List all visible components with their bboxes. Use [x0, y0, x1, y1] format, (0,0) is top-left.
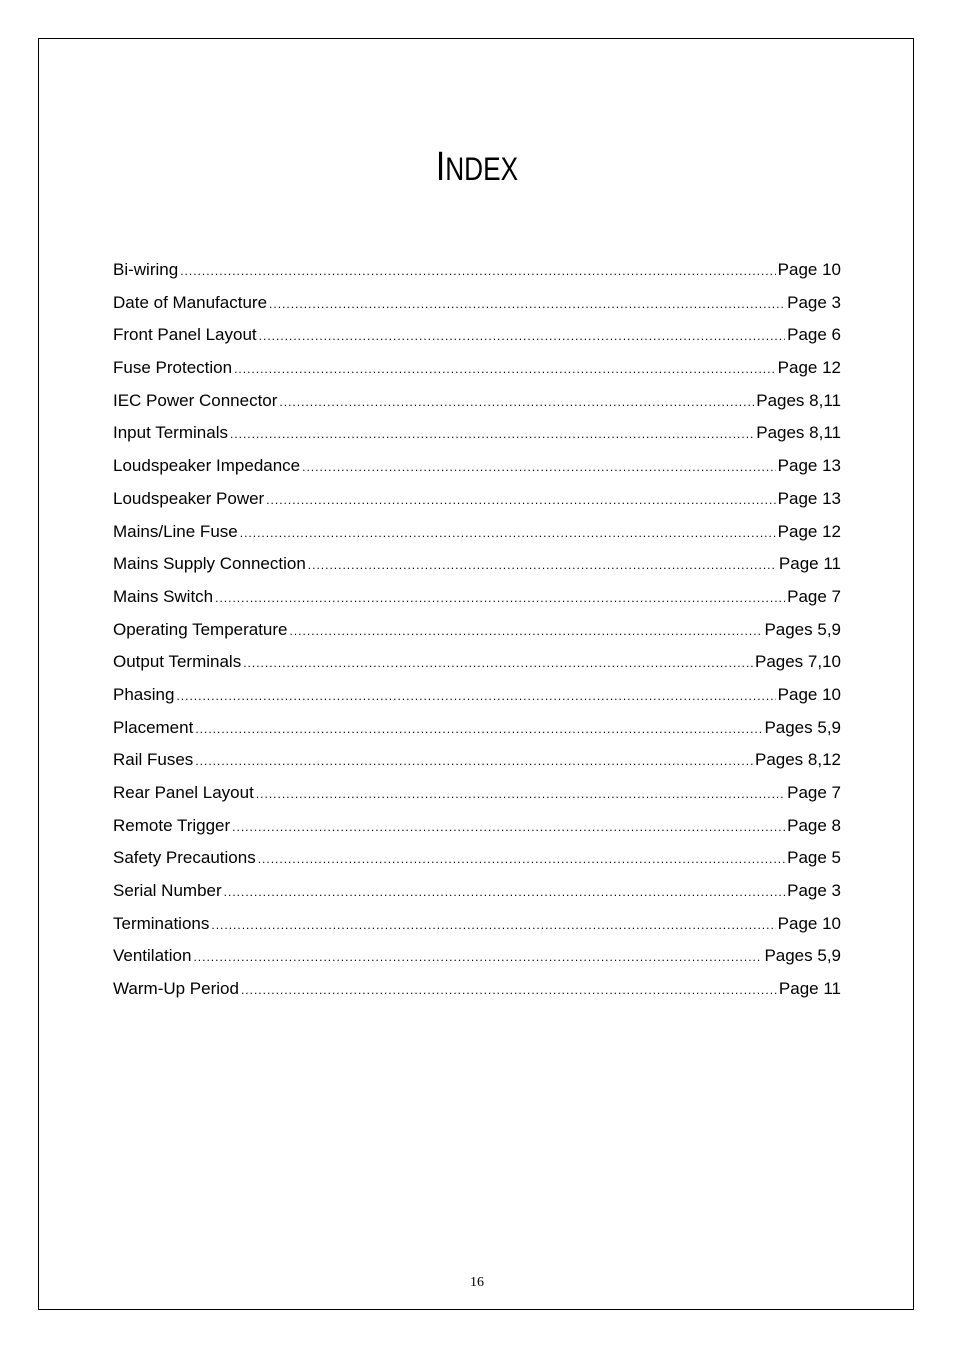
- index-page-ref: Page 12: [777, 521, 841, 541]
- index-term: Placement: [113, 717, 194, 737]
- index-entry: [113, 908, 841, 941]
- dot-leader: [230, 418, 754, 450]
- dot-leader: [258, 843, 785, 875]
- index-term: Bi-wiring: [113, 260, 179, 279]
- index-page-ref: Page 10: [777, 913, 841, 933]
- index-entry: [113, 319, 841, 352]
- index-term: Loudspeaker Impedance: [113, 456, 301, 476]
- index-page-ref: Page 8: [787, 815, 841, 835]
- index-term: Remote Trigger: [113, 815, 231, 835]
- index-term: Mains Switch: [113, 586, 214, 606]
- index-page-ref: Page 12: [777, 358, 841, 378]
- index-term: Warm-Up Period: [113, 979, 239, 999]
- index-page-ref: Page 7: [787, 586, 841, 606]
- dot-leader: [195, 745, 753, 777]
- index-entry: [113, 712, 841, 745]
- page-number: 16: [470, 1275, 484, 1290]
- index-list: [113, 254, 841, 1006]
- index-entry: [113, 744, 841, 777]
- index-entry: [113, 810, 841, 843]
- title-initial: I: [435, 143, 446, 189]
- dot-leader: [232, 811, 785, 843]
- index-term: Loudspeaker Power: [113, 488, 265, 508]
- index-page-ref: Pages 5,9: [764, 946, 841, 966]
- index-term: Date of Manufacture: [113, 292, 268, 312]
- index-term: Fuse Protection: [113, 358, 233, 378]
- index-term: Output Terminals: [113, 652, 242, 672]
- dot-leader: [180, 255, 775, 287]
- index-term: Serial Number: [113, 881, 222, 901]
- dot-leader: [240, 517, 776, 549]
- index-entry: [113, 777, 841, 810]
- index-entry: [113, 973, 841, 1006]
- index-entry: [113, 450, 841, 483]
- dot-leader: [234, 353, 776, 385]
- index-page-ref: Page 11: [778, 554, 841, 574]
- index-entry: [113, 483, 841, 516]
- index-page-ref: Pages 5,9: [764, 717, 841, 737]
- index-term: Terminations: [113, 913, 210, 933]
- index-entry: [113, 940, 841, 973]
- index-entry: [113, 581, 841, 614]
- index-term: IEC Power Connector: [113, 390, 278, 410]
- index-entry: [113, 548, 841, 581]
- index-page-ref: Page 10: [777, 684, 841, 704]
- index-term: Rail Fuses: [113, 750, 194, 770]
- index-term: Phasing: [113, 684, 175, 704]
- dot-leader: [302, 451, 776, 483]
- index-page-ref: Page 13: [777, 488, 841, 508]
- title-rest: NDEX: [445, 151, 519, 187]
- index-term: Rear Panel Layout: [113, 783, 254, 802]
- dot-leader: [243, 647, 753, 679]
- dot-leader: [195, 713, 762, 745]
- dot-leader: [259, 320, 785, 352]
- index-entry: [113, 385, 841, 418]
- dot-leader: [176, 680, 775, 712]
- index-term: Mains Supply Connection: [113, 554, 306, 574]
- dot-leader: [266, 484, 775, 516]
- index-entry: [113, 842, 841, 875]
- index-term: Safety Precautions: [113, 848, 256, 868]
- index-entry: [113, 352, 841, 385]
- index-page-ref: Pages 5,9: [764, 619, 841, 639]
- index-entry: [113, 516, 841, 549]
- index-page-ref: Page 10: [777, 260, 841, 279]
- dot-leader: [193, 941, 762, 973]
- dot-leader: [279, 386, 754, 418]
- dot-leader: [256, 778, 785, 810]
- index-page-ref: Pages 8,11: [756, 390, 841, 410]
- index-entry: [113, 287, 841, 320]
- index-term: Mains/Line Fuse: [113, 521, 238, 541]
- index-term: Operating Temperature: [113, 619, 288, 639]
- index-entry: [113, 614, 841, 647]
- index-entry: [113, 875, 841, 908]
- dot-leader: [211, 909, 775, 941]
- index-entry: [113, 417, 841, 450]
- page-title: [86, 138, 868, 197]
- index-page-ref: Page 5: [787, 848, 841, 868]
- index-page-ref: Page 7: [787, 783, 841, 802]
- dot-leader: [241, 974, 777, 1006]
- dot-leader: [290, 615, 763, 647]
- index-page-ref: Page 11: [778, 979, 841, 999]
- index-page-ref: Pages 7,10: [754, 652, 841, 672]
- index-page-ref: Page 3: [787, 292, 841, 312]
- index-entry: [113, 646, 841, 679]
- index-entry: [113, 679, 841, 712]
- index-page-ref: Page 13: [777, 456, 841, 476]
- dot-leader: [224, 876, 785, 908]
- dot-leader: [308, 549, 777, 581]
- dot-leader: [215, 582, 785, 614]
- index-page-ref: Page 6: [787, 325, 841, 345]
- index-page-ref: Page 3: [787, 881, 841, 901]
- index-page-ref: Pages 8,12: [754, 750, 841, 770]
- index-term: Front Panel Layout: [113, 325, 257, 345]
- index-term: Ventilation: [113, 946, 192, 966]
- index-page-ref: Pages 8,11: [756, 423, 841, 443]
- index-entry: [113, 254, 841, 287]
- dot-leader: [269, 288, 785, 320]
- index-term: Input Terminals: [113, 423, 228, 443]
